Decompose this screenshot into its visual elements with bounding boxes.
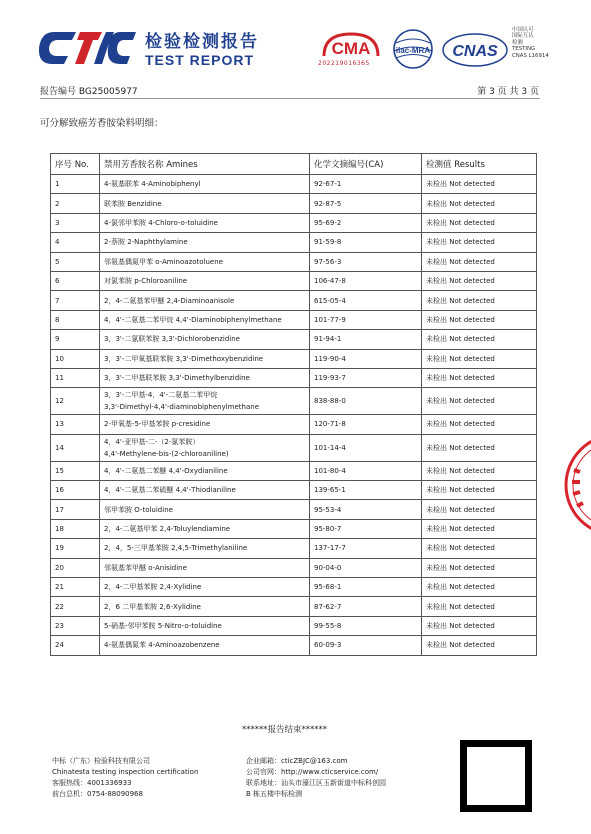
table-row [51, 271, 537, 290]
table-row [51, 194, 537, 213]
cell-amine: 4，4'-二氨基二苯硫醚 4,4'-Thiodianiline [100, 481, 310, 500]
table-row [51, 349, 537, 368]
table-row [51, 461, 537, 480]
cell-amine: 3，3'-二甲氧基联苯胺 3,3'-Dimethoxybenzidine [100, 349, 310, 368]
cell-amine: 4-氨基偶氮苯 4-Aminoazobenzene [100, 636, 310, 655]
cell-no: 16 [51, 481, 100, 500]
cell-result: 未检出 Not detected [422, 461, 537, 480]
cell-no: 6 [51, 271, 100, 290]
cell-amine: 4，4'-二氨基二苯甲烷 4,4'-Diaminobiphenylmethane [100, 310, 310, 329]
table-row [51, 233, 537, 252]
cell-result: 未检出 Not detected [422, 252, 537, 271]
report-title-en: TEST REPORT [145, 52, 255, 68]
report-end-marker: ******报告结束****** [242, 725, 328, 735]
cell-no: 3 [51, 213, 100, 232]
cnas-logo [441, 30, 509, 70]
qr-code [460, 740, 532, 812]
cell-result: 未检出 Not detected [422, 175, 537, 194]
ctic-logo-mark [36, 26, 136, 68]
red-seal-stamp [558, 430, 591, 540]
cma-text: CMA [331, 39, 371, 58]
table-row [51, 597, 537, 616]
cell-ca: 120-71-8 [310, 415, 422, 434]
footer-email: 企业邮箱：cticZBJC@163.com [246, 757, 348, 765]
cell-ca: 97-56-3 [310, 252, 422, 271]
cell-ca: 137-17-7 [310, 539, 422, 558]
cell-result: 未检出 Not detected [422, 233, 537, 252]
footer-address-line2: B 栋五楼中标检测 [246, 790, 303, 798]
table-row [51, 519, 537, 538]
header-no: 序号 No. [51, 154, 100, 175]
table-header-row [51, 154, 537, 175]
amines-table [50, 153, 537, 656]
table-row [51, 578, 537, 597]
cell-amine: 2，4-二氨基苯甲醚 2,4-Diaminoanisole [100, 291, 310, 310]
cell-no: 2 [51, 194, 100, 213]
cell-result: 未检出 Not detected [422, 578, 537, 597]
cell-result: 未检出 Not detected [422, 616, 537, 635]
footer-company-name: 中标（广东）检验科技有限公司 [52, 757, 150, 765]
amine-name-cn: 3，3'-二甲基-4，4'-二氨基二苯甲烷 [104, 391, 218, 400]
cell-amine: 2-甲氧基-5-甲基苯胺 p-cresidine [100, 415, 310, 434]
cell-ca: 106-47-8 [310, 271, 422, 290]
cell-result: 未检出 Not detected [422, 519, 537, 538]
cell-result: 未检出 Not detected [422, 539, 537, 558]
cnas-side-line: TESTING [512, 46, 536, 53]
cell-amine: 5-硝基-邻甲苯胺 5-Nitro-o-toluidine [100, 616, 310, 635]
page-number: 第 3 页 共 3 页 [477, 87, 539, 97]
cell-amine: 4-氨基联苯 4-Aminobiphenyl [100, 175, 310, 194]
cell-result: 未检出 Not detected [422, 388, 537, 415]
footer-website[interactable]: 公司官网：http://www.cticservice.com/ [246, 768, 379, 776]
table-row [51, 388, 537, 415]
cell-ca: 87-62-7 [310, 597, 422, 616]
cell-amine: 2，4-二甲基苯胺 2,4-Xylidine [100, 578, 310, 597]
cell-result: 未检出 Not detected [422, 310, 537, 329]
cell-amine: 4-氯邻甲苯胺 4-Chloro-o-toluidine [100, 213, 310, 232]
table-row [51, 330, 537, 349]
cell-no: 22 [51, 597, 100, 616]
footer-contact-info [246, 756, 386, 800]
table-row [51, 616, 537, 635]
cell-amine: 对氯苯胺 p-Chloroaniline [100, 271, 310, 290]
cell-result: 未检出 Not detected [422, 636, 537, 655]
cell-result: 未检出 Not detected [422, 500, 537, 519]
cell-ca: 95-80-7 [310, 519, 422, 538]
cell-amine [100, 434, 310, 461]
cell-amine: 4，4'-二氨基二苯醚 4,4'-Oxydianiline [100, 461, 310, 480]
ilac-text: ilac-MRA [395, 46, 431, 55]
cell-amine: 邻甲苯胺 O-toluidine [100, 500, 310, 519]
cell-result: 未检出 Not detected [422, 368, 537, 387]
table-row [51, 415, 537, 434]
cell-no: 19 [51, 539, 100, 558]
cell-result: 未检出 Not detected [422, 558, 537, 577]
table-row [51, 310, 537, 329]
cell-result: 未检出 Not detected [422, 597, 537, 616]
cell-ca: 119-90-4 [310, 349, 422, 368]
cell-ca: 95-69-2 [310, 213, 422, 232]
cell-amine: 2，6 二甲基苯胺 2,6-Xylidine [100, 597, 310, 616]
amine-name-en: 3,3'-Dimethyl-4,4'-diaminobiphenylmethane [104, 403, 260, 412]
cell-no: 4 [51, 233, 100, 252]
cell-result: 未检出 Not detected [422, 213, 537, 232]
cell-no: 10 [51, 349, 100, 368]
cnas-side-line: 检测 [512, 39, 523, 46]
cell-no: 23 [51, 616, 100, 635]
header-amine: 禁用芳香胺名称 Amines [100, 154, 310, 175]
table-row [51, 539, 537, 558]
cell-no: 12 [51, 388, 100, 415]
cell-amine: 邻氨基偶氮甲苯 o-Aminoazotoluene [100, 252, 310, 271]
cnas-side-line: 国际互认 [512, 33, 534, 40]
table-row [51, 636, 537, 655]
table-row [51, 558, 537, 577]
table-row [51, 175, 537, 194]
cell-result: 未检出 Not detected [422, 291, 537, 310]
table-row [51, 500, 537, 519]
cell-no: 9 [51, 330, 100, 349]
cell-no: 14 [51, 434, 100, 461]
cell-no: 21 [51, 578, 100, 597]
cell-ca: 95-53-4 [310, 500, 422, 519]
cell-result: 未检出 Not detected [422, 415, 537, 434]
table-row [51, 213, 537, 232]
cell-ca: 92-67-1 [310, 175, 422, 194]
table-row [51, 252, 537, 271]
cnas-side-line: CNAS L16914 [512, 52, 549, 59]
report-title-cn: 检验检测报告 [145, 32, 259, 52]
cell-ca: 101-14-4 [310, 434, 422, 461]
cell-no: 20 [51, 558, 100, 577]
cell-ca: 91-59-8 [310, 233, 422, 252]
cell-ca: 91-94-1 [310, 330, 422, 349]
cell-amine: 3，3'-二氯联苯胺 3,3'-Dichlorobenzidine [100, 330, 310, 349]
cell-result: 未检出 Not detected [422, 434, 537, 461]
cell-amine: 2，4，5-三甲基苯胺 2,4,5-Trimethylaniline [100, 539, 310, 558]
cell-result: 未检出 Not detected [422, 194, 537, 213]
cnas-accreditation-text [512, 27, 549, 59]
cell-result: 未检出 Not detected [422, 349, 537, 368]
cell-ca: 838-88-0 [310, 388, 422, 415]
cell-amine: 2，4-二氨基甲苯 2,4-Toluylendiamine [100, 519, 310, 538]
ilac-mra-logo [388, 27, 438, 72]
cell-no: 15 [51, 461, 100, 480]
amine-name-cn: 4，4'-亚甲基-二-（2-氯苯胺） [104, 437, 200, 446]
cell-ca: 615-05-4 [310, 291, 422, 310]
table-row [51, 368, 537, 387]
cell-ca: 101-77-9 [310, 310, 422, 329]
table-row [51, 481, 537, 500]
cell-ca: 90-04-0 [310, 558, 422, 577]
footer-front-desk: 前台总机：0754-88090968 [52, 790, 143, 798]
cell-no: 17 [51, 500, 100, 519]
cell-amine: 联苯胺 Benzidine [100, 194, 310, 213]
cell-amine: 3，3'-二甲基联苯胺 3,3'-Dimethylbenzidine [100, 368, 310, 387]
cell-ca: 101-80-4 [310, 461, 422, 480]
cell-result: 未检出 Not detected [422, 330, 537, 349]
cnas-side-line: 中国认可 [512, 27, 534, 33]
header-ca: 化学文摘编号(CA) [310, 154, 422, 175]
cell-no: 7 [51, 291, 100, 310]
footer-address: 联系地址：汕头市濠江区玉新街道中标科创园 [246, 779, 386, 787]
cell-amine [100, 388, 310, 415]
cell-amine: 邻氨基苯甲醚 o-Anisidine [100, 558, 310, 577]
cell-result: 未检出 Not detected [422, 271, 537, 290]
cnas-text: CNAS [452, 43, 498, 60]
cell-result: 未检出 Not detected [422, 481, 537, 500]
cell-no: 5 [51, 252, 100, 271]
footer-company-info [52, 756, 198, 800]
cell-no: 13 [51, 415, 100, 434]
header-divider [40, 98, 540, 99]
table-row [51, 434, 537, 461]
cell-ca: 95-68-1 [310, 578, 422, 597]
footer-company-en: Chinatesta testing inspection certification [52, 768, 199, 776]
table-row [51, 291, 537, 310]
cell-ca: 92-87-5 [310, 194, 422, 213]
cell-ca: 139-65-1 [310, 481, 422, 500]
cell-no: 1 [51, 175, 100, 194]
cma-number: 202219016365 [318, 60, 370, 67]
cell-no: 8 [51, 310, 100, 329]
cell-ca: 119-93-7 [310, 368, 422, 387]
cell-amine: 2-萘胺 2-Naphthylamine [100, 233, 310, 252]
section-title: 可分解致癌芳香胺染料明细： [40, 118, 164, 129]
footer-hotline: 客服热线：4001336933 [52, 779, 132, 787]
cell-no: 11 [51, 368, 100, 387]
cell-no: 24 [51, 636, 100, 655]
report-number: 报告编号 BG25005977 [40, 87, 138, 97]
cell-ca: 60-09-3 [310, 636, 422, 655]
cell-ca: 99-55-8 [310, 616, 422, 635]
header-result: 检测值 Results [422, 154, 537, 175]
cell-no: 18 [51, 519, 100, 538]
amine-name-en: 4,4'-Methylene-bis-(2-chloroaniline) [104, 449, 229, 458]
